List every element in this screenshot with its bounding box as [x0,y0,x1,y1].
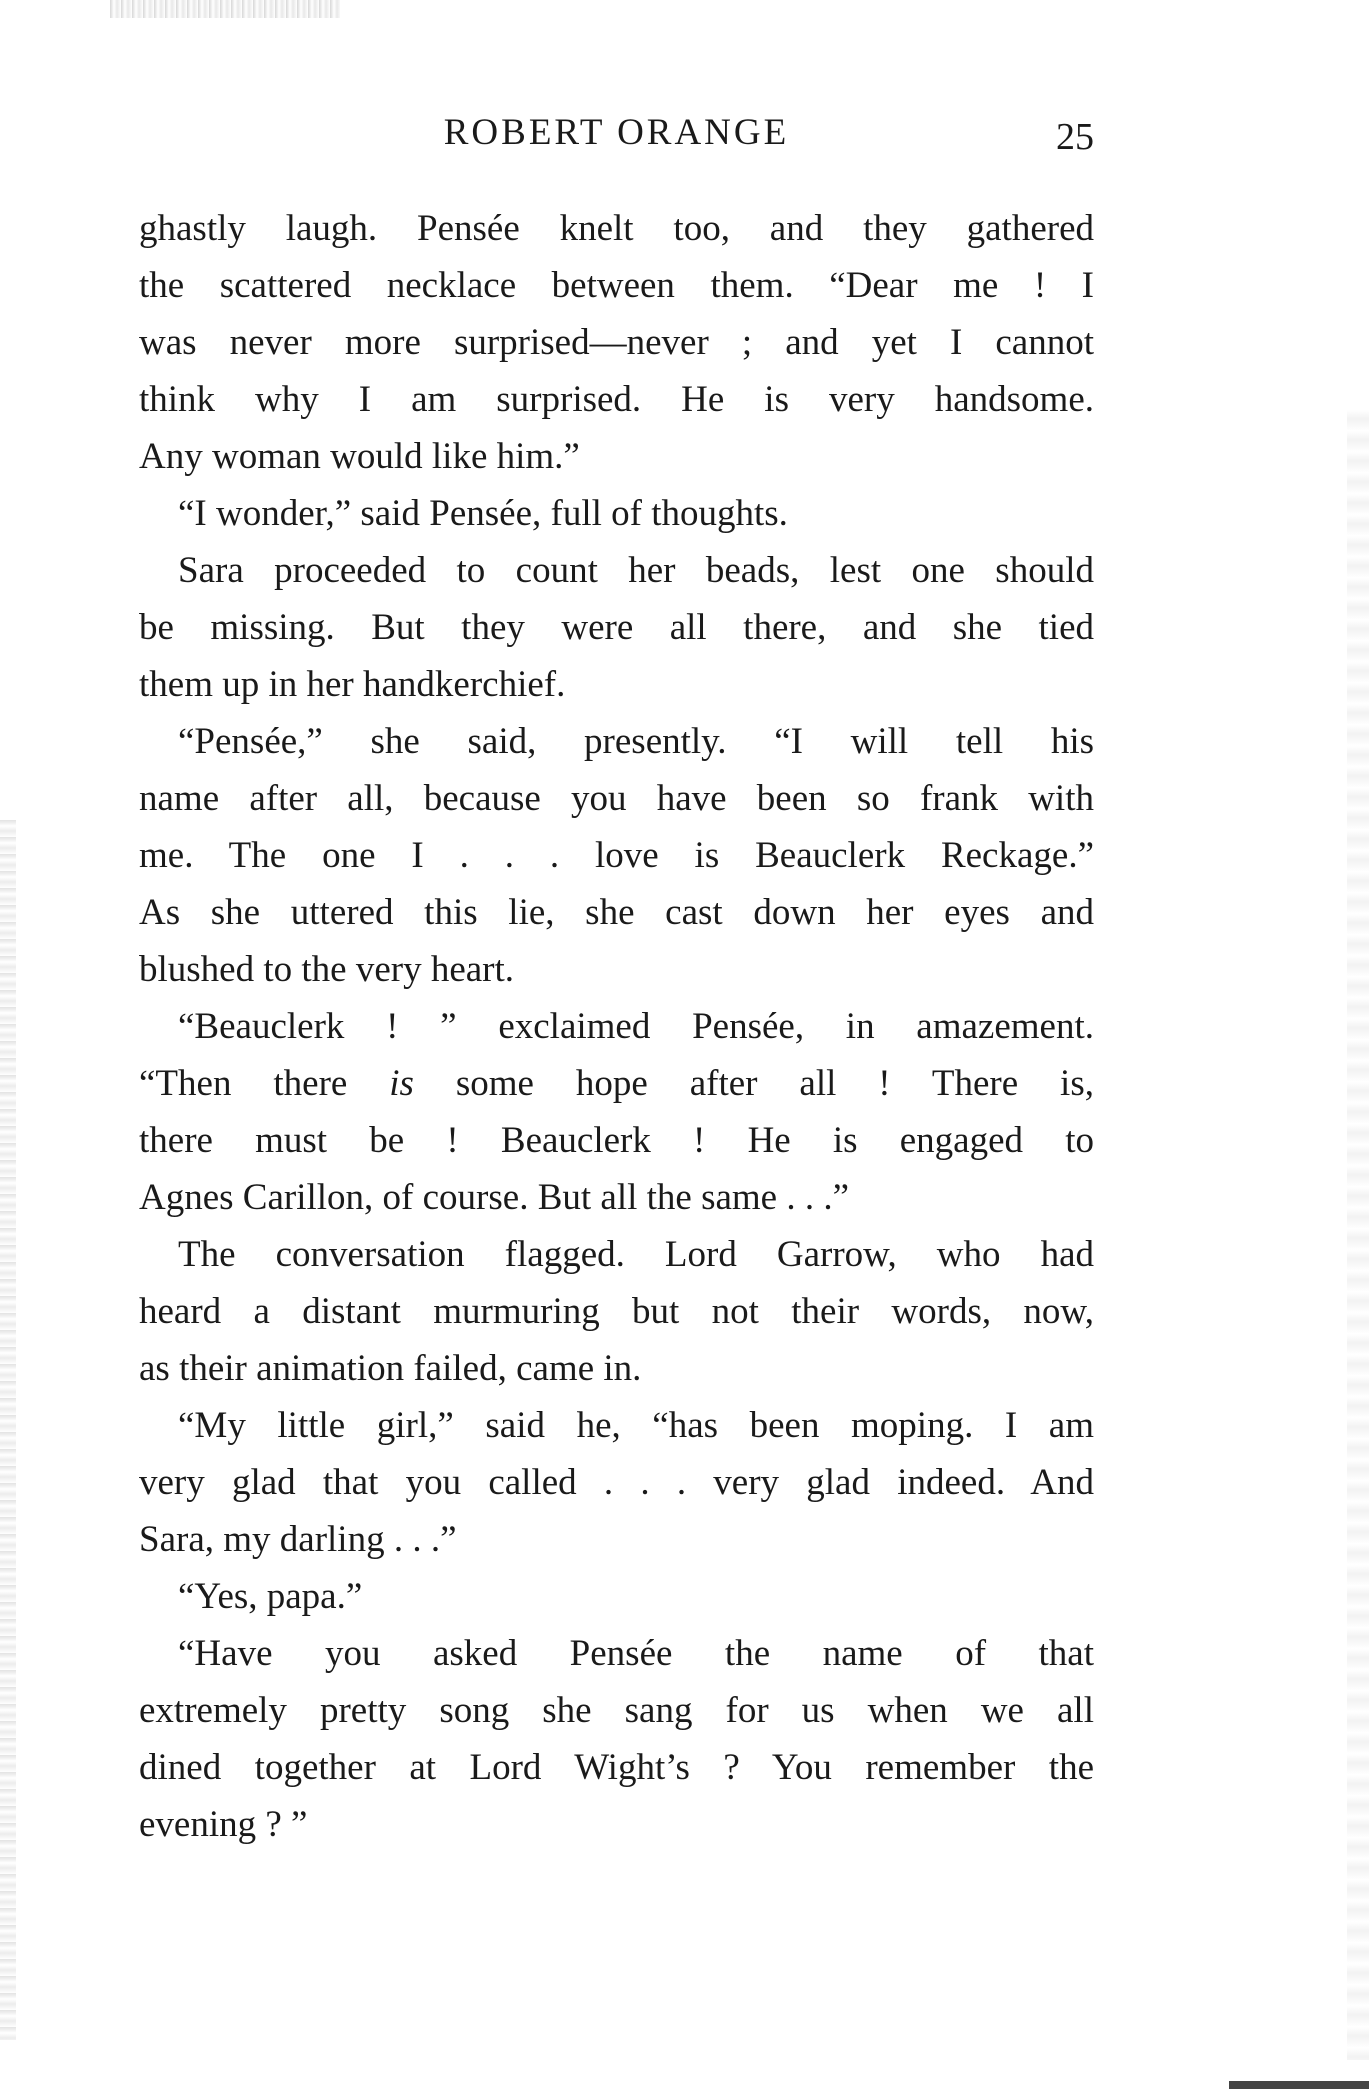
text-line: “My little girl,” said he, “has been moping. I am [178,1405,1094,1446]
text-line-with-emphasis [139,1055,1094,1112]
page-number: 25 [1056,116,1094,158]
text-line: “Beauclerk ! ” exclaimed Pensée, in amazement. [178,1006,1094,1047]
running-head [139,108,1094,158]
scan-artifact-corner [1229,2081,1369,2089]
text-line: be missing. But they were all there, and she tied [139,607,1094,648]
text-line: evening ? ” [139,1804,308,1845]
text-line: Sara proceeded to count her beads, lest one should [178,550,1094,591]
text-line: think why I am surprised. He is very handsome. [139,379,1094,420]
text-line: Sara, my darling . . .” [139,1519,457,1560]
text-line: “Yes, papa.” [178,1576,363,1617]
text-line: Any woman would like him.” [139,436,580,477]
text-fragment: some hope after all ! There is, [413,1063,1094,1104]
text-line: As she uttered this lie, she cast down her eyes and [139,892,1094,933]
emphasized-word: is [389,1063,414,1104]
scan-artifact-right-edge [1347,410,1369,2060]
scan-artifact-left-edge [0,820,16,2040]
text-line: “I wonder,” said Pensée, full of thoughts. [178,493,788,534]
text-line: ghastly laugh. Pensée knelt too, and they gathered [139,208,1094,249]
text-line: dined together at Lord Wight’s ? You remember the [139,1747,1094,1788]
text-line: was never more surprised—never ; and yet I cannot [139,322,1094,363]
text-line: as their animation failed, came in. [139,1348,642,1389]
text-line: extremely pretty song she sang for us when we all [139,1690,1094,1731]
scan-artifact-top [110,0,340,18]
text-line: Agnes Carillon, of course. But all the same . . .” [139,1177,850,1218]
text-line: very glad that you called . . . very glad indeed. And [139,1462,1094,1503]
text-line: me. The one I . . . love is Beauclerk Reckage.” [139,835,1094,876]
text-line: the scattered necklace between them. “Dear me ! I [139,265,1094,306]
text-fragment: “Then there [139,1063,390,1104]
text-line: The conversation flagged. Lord Garrow, who had [178,1234,1094,1275]
running-title: ROBERT ORANGE [443,112,790,153]
text-line: “Have you asked Pensée the name of that [178,1633,1094,1674]
text-line: “Pensée,” she said, presently. “I will tell his [178,721,1094,762]
text-line: them up in her handkerchief. [139,664,566,705]
text-line: there must be ! Beauclerk ! He is engaged to [139,1120,1094,1161]
text-line: heard a distant murmuring but not their words, now, [139,1291,1094,1332]
text-line: name after all, because you have been so frank with [139,778,1094,819]
body-text [139,200,1094,1853]
text-line: blushed to the very heart. [139,949,515,990]
